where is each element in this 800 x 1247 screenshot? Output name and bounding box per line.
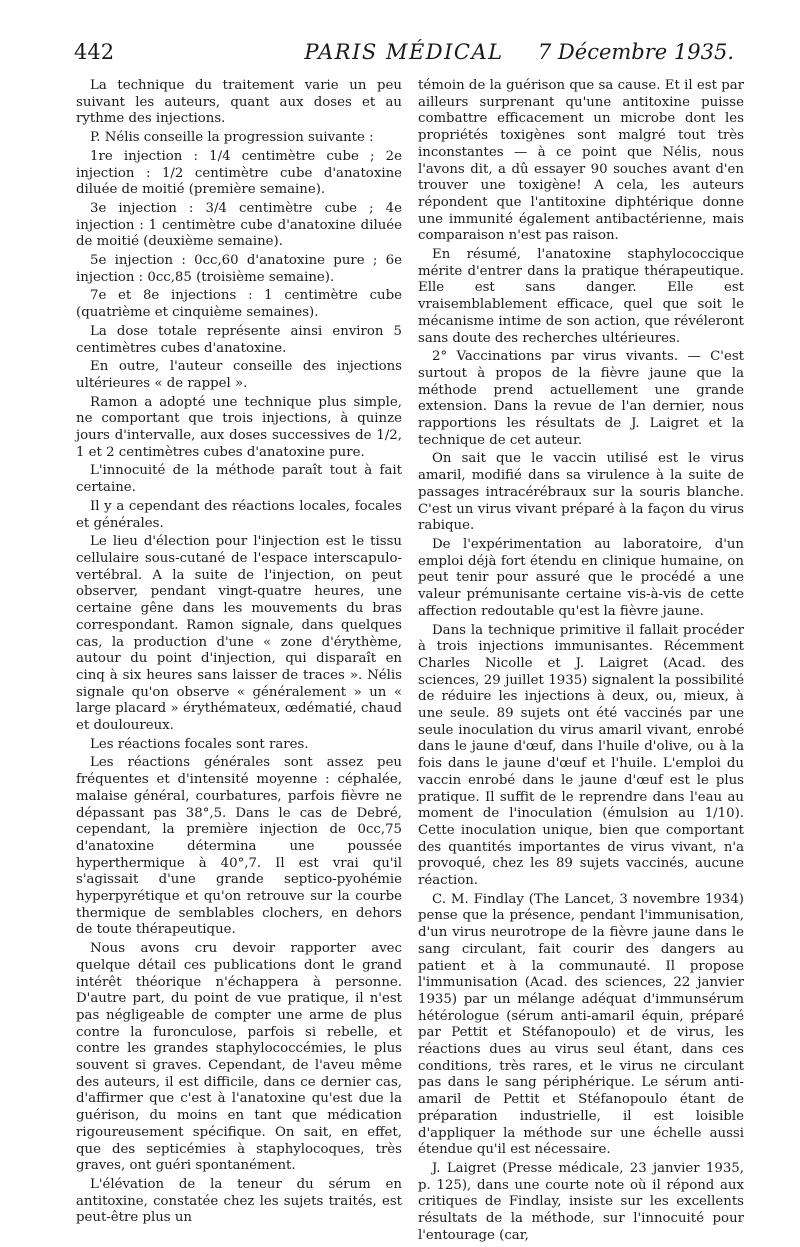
paragraph: J. Laigret (Presse médicale, 23 janvier 1935, p. 125), dans une courte note où il répond aux critiques de Findlay, insiste sur les excellents résultats de la méthode, sur l'innocuité pour l'entourage (car, bbox=[418, 1161, 744, 1243]
paragraph: Il y a cependant des réactions locales, focales et générales. bbox=[76, 498, 402, 531]
paragraph: L'innocuité de la méthode paraît tout à fait certaine. bbox=[76, 463, 402, 496]
paragraph: 3e injection : 3/4 centimètre cube ; 4e injection : 1 centimètre cube d'anatoxine diluée de moitié (deuxième semaine). bbox=[76, 200, 402, 250]
paragraph: En résumé, l'anatoxine staphylococcique mérite d'entrer dans la pratique thérapeutique. Elle est sans danger. Elle est vraisemblablement efficace, quel que soit le mécanisme intime de son action, que révéleront sans doute des recherches ultérieures. bbox=[418, 247, 744, 346]
page-number: 442 bbox=[74, 40, 115, 64]
paragraph: Dans la technique primitive il fallait procéder à trois injections immunisantes. Récemment Charles Nicolle et J. Laigret (Acad. des sciences, 29 juillet 1935) signalent la possibilité de réduire les injections à deux, ou, mieux, à une seule. 89 sujets ont été vaccinés par une seule inoculation du virus amaril vivant, enrobé dans le jaune d'œuf, dans l'huile d'olive, ou à la fois dans le jaune d'œuf et l'huile. L'emploi du vaccin enrobé dans le jaune d'œuf est le plus pratique. Il suffit de le reprendre dans l'eau au moment de l'inoculation (émulsion au 1/10). Cette inoculation unique, bien que comportant des quantités importantes de virus vivant, n'a provoqué, chez les 89 sujets vaccinés, aucune réaction. bbox=[418, 622, 744, 889]
paragraph: Le lieu d'élection pour l'injection est le tissu cellulaire sous-cutané de l'espace interscapulo-vertébral. A la suite de l'injection, on peut observer, pendant vingt-quatre heures, une certaine gêne dans les mouvements du bras correspondant. Ramon signale, dans quelques cas, la production d'une « zone d'érythème, autour du point d'injection, qui disparaît en cinq à six heures sans laisser de traces ». Nélis signale qu'on observe « généralement » un « large placard » érythémateux, œdématié, chaud et douloureux. bbox=[76, 534, 402, 734]
paragraph: témoin de la guérison que sa cause. Et il est par ailleurs surprenant qu'une antitoxine puisse combattre efficacement un microbe dont les propriétés toxigènes sont malgré tout très inconstantes — à ce point que Nélis, nous l'avons dit, a dû essayer 90 souches avant d'en trouver une toxigène! A cela, les auteurs répondent que l'antitoxine diphtérique donne une immunité également antibactérienne, mais comparaison n'est pas raison. bbox=[418, 78, 744, 244]
paragraph: La technique du traitement varie un peu suivant les auteurs, quant aux doses et au rythme des injections. bbox=[76, 78, 402, 127]
page-header bbox=[74, 34, 734, 74]
paragraph: De l'expérimentation au laboratoire, d'un emploi déjà fort étendu en clinique humaine, on peut tenir pour assuré que le procédé a une valeur prémunisante certaine vis-à-vis de cette affection redoutable qu'est la fièvre jaune. bbox=[418, 536, 744, 619]
paragraph: Les réactions générales sont assez peu fréquentes et d'intensité moyenne : céphalée, malaise général, courbatures, parfois fièvre ne dépassant pas 38°,5. Dans le cas de Debré, cependant, la première injection de 0cc,75 d'anatoxine détermina une poussée hyperthermique à 40°,7. Il est vrai qu'il s'agissait d'une grande septico-pyohémie hyperpyrétique et qu'on retrouve sur la courbe thermique de semblables clochers, en dehors de toute thérapeutique. bbox=[76, 755, 402, 938]
section-paragraph: 2° Vaccinations par virus vivants. — C'est surtout à propos de la fièvre jaune que la méthode prend actuellement une grande extension. Dans la revue de l'an dernier, nous rapportions les résultats de J. Laigret et la technique de cet auteur. bbox=[418, 349, 744, 448]
paragraph: P. Nélis conseille la progression suivante : bbox=[90, 130, 374, 146]
paragraph: Les réactions focales sont rares. bbox=[90, 736, 309, 752]
paragraph: Ramon a adopté une technique plus simple, ne comportant que trois injections, à quinze jours d'intervalle, aux doses successives de 1/2, 1 et 2 centimètres cubes d'anatoxine pure. bbox=[76, 394, 402, 460]
paragraph: Nous avons cru devoir rapporter avec quelque détail ces publications dont le grand intérêt théorique n'échappera à personne. D'autre part, du point de vue pratique, il n'est pas négligeable de compter une arme de plus contre la furonculose, parfois si rebelle, et contre les grandes staphylococcémies, le plus souvent si graves. Cependant, de l'aveu même des auteurs, il est difficile, dans ce dernier cas, d'affirmer que c'est à l'anatoxine qu'est due la guérison, du moins en tant que médication rigoureusement spécifique. On sait, en effet, que des septicémies à staphylocoques, très graves, ont guéri spontanément. bbox=[76, 941, 402, 1174]
paragraph: 7e et 8e injections : 1 centimètre cube (quatrième et cinquième semaines). bbox=[76, 288, 402, 321]
paragraph: C. M. Findlay (The Lancet, 3 novembre 1934) pense que la présence, pendant l'immunisation, d'un virus neurotrope de la fièvre jaune dans le sang circulant, fait courir des dangers au patient et à la communauté. Il propose l'immunisation (Acad. des sciences, 22 janvier 1935) par un mélange adéquat d'immunsérum hétérologue (sérum anti-amaril équin, préparé par Pettit et Stéfanopoulo) et de virus, les réactions dues au virus seul étant, dans ces conditions, très rares, et le virus ne circulant pas dans le sang périphérique. Le sérum anti-amaril de Pettit et Stéfanopoulo étant de préparation industrielle, il est loisible d'appliquer la méthode sur une échelle aussi étendue qu'il est nécessaire. bbox=[418, 891, 744, 1158]
left-column bbox=[76, 78, 402, 1229]
journal-title: PARIS MÉDICAL bbox=[304, 40, 504, 64]
paragraph: On sait que le vaccin utilisé est le virus amaril, modifié dans sa virulence à la suite de passages intracérébraux sur la souris blanche. C'est un virus vivant préparé à la façon du virus rabique. bbox=[418, 451, 744, 534]
paragraph: 5e injection : 0cc,60 d'anatoxine pure ; 6e injection : 0cc,85 (troisième semaine). bbox=[76, 253, 402, 285]
paragraph: L'élévation de la teneur du sérum en antitoxine, constatée chez les sujets traités, est peut-être plus un bbox=[76, 1177, 402, 1226]
paragraph: La dose totale représente ainsi environ 5 centimètres cubes d'anatoxine. bbox=[76, 323, 402, 356]
paragraph: En outre, l'auteur conseille des injections ultérieures « de rappel ». bbox=[76, 359, 402, 391]
right-column bbox=[418, 78, 744, 1247]
paragraph: 1re injection : 1/4 centimètre cube ; 2e injection : 1/2 centimètre cube d'anatoxine diluée de moitié (première semaine). bbox=[76, 148, 402, 198]
issue-date: 7 Décembre 1935. bbox=[537, 40, 734, 64]
